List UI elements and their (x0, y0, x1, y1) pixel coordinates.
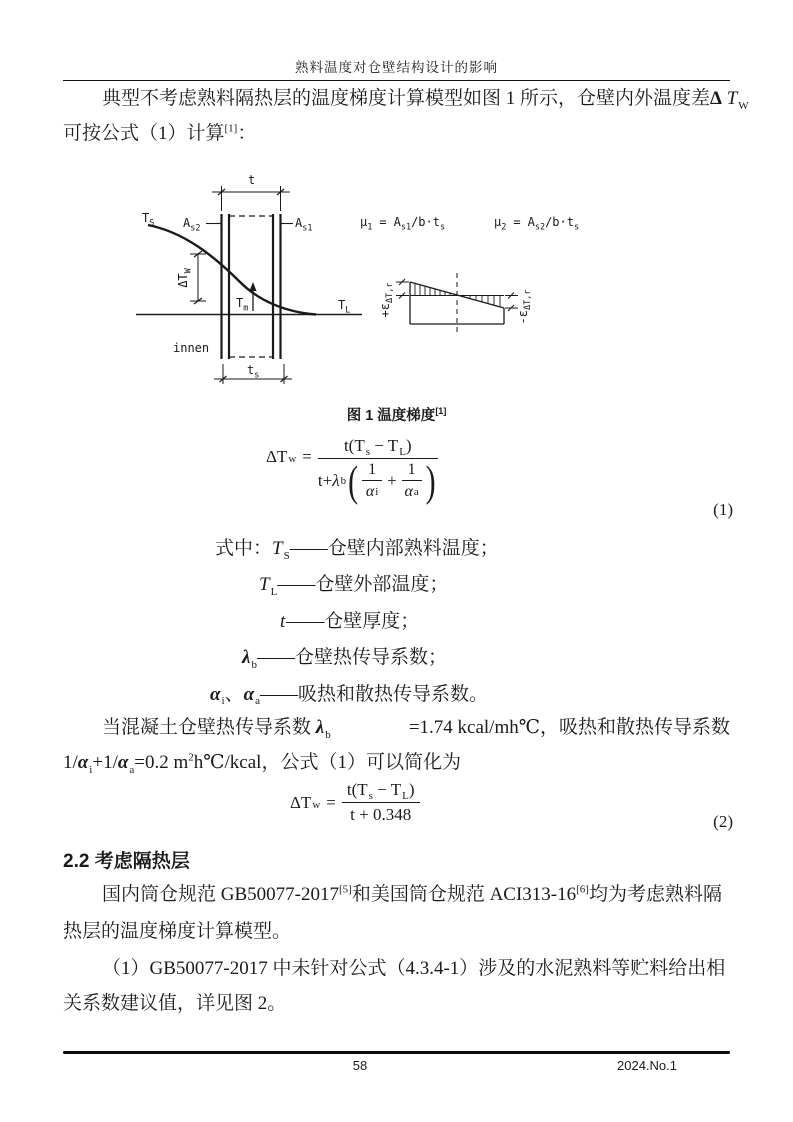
equation-2 (63, 780, 733, 832)
s22p2-line-2: 关系数建议值，详见图 2。 (63, 993, 287, 1014)
svg-text:As1: $A_{s1}$ (295, 216, 313, 234)
intro-paragraph (63, 81, 749, 151)
label-innen: innen (173, 341, 210, 355)
equation-2-number: (2) (713, 812, 733, 831)
s22p1-line-1: 国内筒仓规范 GB50077-2017[5]和美国筒仓规范 ACI313-16[6]均为考虑熟料隔 (102, 883, 722, 905)
svg-text:ts: $t_s$ (247, 363, 260, 381)
figure-1-caption: 图 1 温度梯度[1] (346, 406, 447, 424)
para2-line-2: $1/\alpha_i+1/\alpha_a=0.2$ $m^2h℃$/kcal，公式（1）可以简化为 (63, 751, 461, 776)
dimension-ts (214, 363, 292, 384)
footer-rule (63, 1051, 730, 1054)
citation-5: [5] (338, 883, 352, 896)
svg-text:ΔTW: $\Delta T_W$ (176, 268, 194, 288)
where-item: $\alpha_i$、$\alpha_a——$吸热和散热传导系数。 (210, 683, 489, 708)
equation-1-fraction: $t(T_s - T_L)$ t + λ b ( 1 α i + 1 α a ) (317, 436, 436, 505)
label-As1 (281, 216, 313, 234)
delta-tw-symbol: Δ $T_W$ (710, 88, 749, 112)
intro-line-1 (63, 81, 749, 116)
s22p2-line-1: （1）GB50077-2017 中未针对公式（4.3.4-1）涉及的水泥熟料等贮料给出相 (102, 958, 726, 979)
para2-line-1: 当混凝土仓壁热传导系数 $\lambda_b$ =1.74 kcal/mh℃，吸热和散热传导系数 (102, 717, 730, 741)
label-As2 (183, 216, 222, 234)
svg-text:t: t (248, 173, 256, 187)
mu2-formula: $\mu_2 = A_{s2}/b\cdot t_s$ (494, 215, 580, 233)
issue-label: 2024.No.1 (617, 1058, 677, 1073)
svg-text:Tm: $T_m$ (236, 296, 249, 314)
equation-1-lhs: ΔT w = (266, 446, 312, 466)
where-item: t——仓壁厚度； (280, 610, 420, 632)
page-number: 58 (352, 1058, 368, 1073)
equation-2-lhs: ΔT w = (290, 792, 336, 812)
temperature-curve (148, 225, 316, 315)
where-item: 式中：$T_S——$仓壁内部熟料温度； (215, 538, 499, 562)
section-2-2-paragraph-1 (63, 876, 730, 950)
label-eps-positive: $+\varepsilon_{\Delta T,r}$ (378, 282, 395, 318)
wall-section (222, 214, 281, 359)
mu1-formula: $\mu_1 = A_{s1}/b\cdot t_s$ (360, 215, 446, 233)
intro-line-2: 可按公式（1）计算[1]： (63, 122, 257, 144)
label-TL: $T_L$ (338, 298, 351, 316)
label-eps-negative: $-\varepsilon_{\Delta T,r}$ (516, 289, 533, 325)
svg-text:As2: $A_{s2}$ (183, 216, 201, 234)
figure-1 (128, 166, 693, 408)
figure-1-diagram (128, 166, 693, 408)
citation-1: [1] (224, 122, 238, 135)
section-2-2-heading: 2.2 考虑隔热层 (63, 851, 190, 872)
where-clause-list (63, 531, 730, 713)
dimension-t (212, 173, 290, 211)
caption-citation: [1] (435, 406, 447, 417)
simplification-paragraph (63, 710, 730, 780)
s22p1-line-2: 热层的温度梯度计算模型。 (63, 921, 292, 942)
dimension-delta-Tw (176, 251, 206, 304)
citation-6: [6] (576, 883, 589, 896)
strain-diagram (378, 273, 533, 336)
running-head-title: 熟料温度对仓壁结构设计的影响 (295, 60, 498, 75)
equation-1-number: (1) (713, 500, 733, 519)
section-2-2-paragraph-2 (63, 951, 730, 1021)
where-item: $T_L——$仓壁外部温度； (259, 574, 449, 599)
equation-2-fraction: $\frac{t(T_s - T_L)}{t + 0.348}$ (342, 780, 420, 825)
label-Ts: $T_S$ (142, 211, 155, 229)
intro-line1-text: 典型不考虑熟料隔热层的温度梯度计算模型如图 1 所示，仓壁内外温度差 (102, 88, 711, 109)
where-item: $\lambda_b——$仓壁热传导系数； (242, 647, 447, 671)
equation-1 (63, 436, 733, 520)
